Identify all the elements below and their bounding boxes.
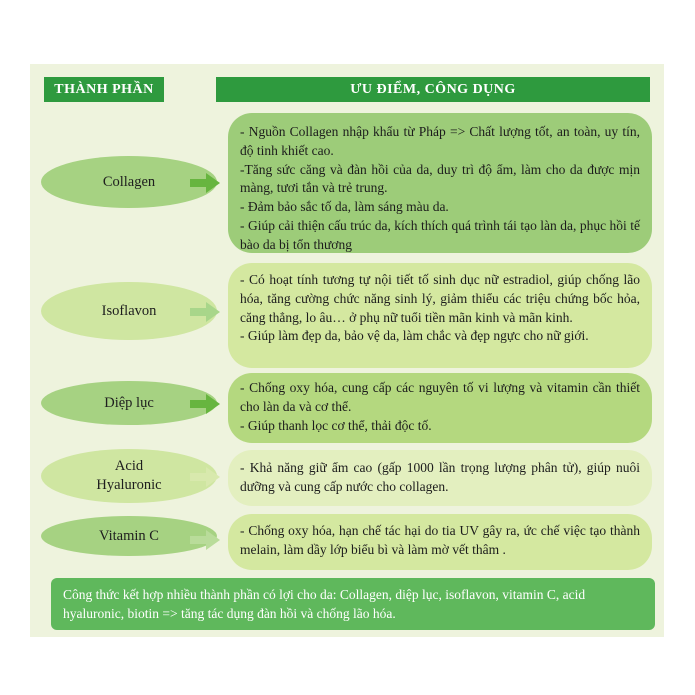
benefit-box-vitamin-c <box>228 514 652 570</box>
benefit-line: - Đảm bảo sắc tố da, làm sáng màu da. <box>240 199 449 215</box>
benefit-box-isoflavon <box>228 263 652 368</box>
arrow-right-icon <box>190 173 220 193</box>
benefit-column-header: ƯU ĐIỂM, CÔNG DỤNG <box>216 77 650 102</box>
benefit-line: - Khả năng giữ ẩm cao (gấp 1000 lần trọng lượng phân tử), giúp nuôi dưỡng và cung cấp nước cho collagen. <box>240 460 640 494</box>
benefit-line: - Giúp làm đẹp da, bảo vệ da, làm chắc và đẹp ngực cho nữ giới. <box>240 328 589 344</box>
ingredient-label-line1: Acid <box>114 458 144 474</box>
ingredient-label: Isoflavon <box>101 302 157 319</box>
ingredient-label: Diệp lục <box>104 394 154 411</box>
ingredient-column-header: THÀNH PHẦN <box>44 77 164 102</box>
ingredient-label-line2: Hyaluronic <box>96 477 162 493</box>
benefit-line: - Chống oxy hóa, cung cấp các nguyên tố vi lượng và vitamin cần thiết cho làn da và cơ thể. <box>240 380 640 414</box>
ingredient-label: Collagen <box>102 173 156 190</box>
benefit-line: - Giúp thanh lọc cơ thể, thải độc tố. <box>240 417 432 433</box>
benefit-box-collagen <box>228 113 652 253</box>
arrow-right-icon <box>190 302 220 322</box>
benefit-line: - Có hoạt tính tương tự nội tiết tố sinh dục nữ estradiol, giúp chống lão hóa, tăng cường chức năng sinh lý, giảm thiểu các triệu chứng bốc hỏa, căng thẳng, lo âu… ở phụ nữ tuổi tiền mãn kinh và mãn kinh. <box>240 272 640 325</box>
benefit-line: -Tăng sức căng và đàn hồi của da, duy trì độ ẩm, làm cho da được mịn màng, tươi tắn và trẻ trung. <box>240 161 640 196</box>
benefit-box-diep-luc <box>228 373 652 443</box>
ingredient-label: Vitamin C <box>99 527 159 544</box>
benefit-line: - Nguồn Collagen nhập khẩu từ Pháp => Chất lượng tốt, an toàn, uy tín, độ tinh khiết cao. <box>240 124 640 158</box>
summary-footer: Công thức kết hợp nhiều thành phần có lợi cho da: Collagen, diệp lục, isoflavon, vitamin C, acid hyaluronic, biotin => tăng tác dụng đàn hồi và chống lão hóa. <box>51 578 655 630</box>
benefit-line: - Giúp cải thiện cấu trúc da, kích thích quá trình tái tạo làn da, phục hồi tế bào da bị tổn thương <box>240 217 640 252</box>
arrow-right-icon <box>190 530 220 550</box>
benefit-line: - Chống oxy hóa, hạn chế tác hại do tia UV gây ra, ức chế việc tạo thành melain, làm dầy lớp biểu bì và làm mờ vết thâm . <box>240 523 640 557</box>
benefit-box-acid-hyaluronic <box>228 450 652 506</box>
arrow-right-icon <box>190 467 220 487</box>
arrow-right-icon <box>190 394 220 414</box>
